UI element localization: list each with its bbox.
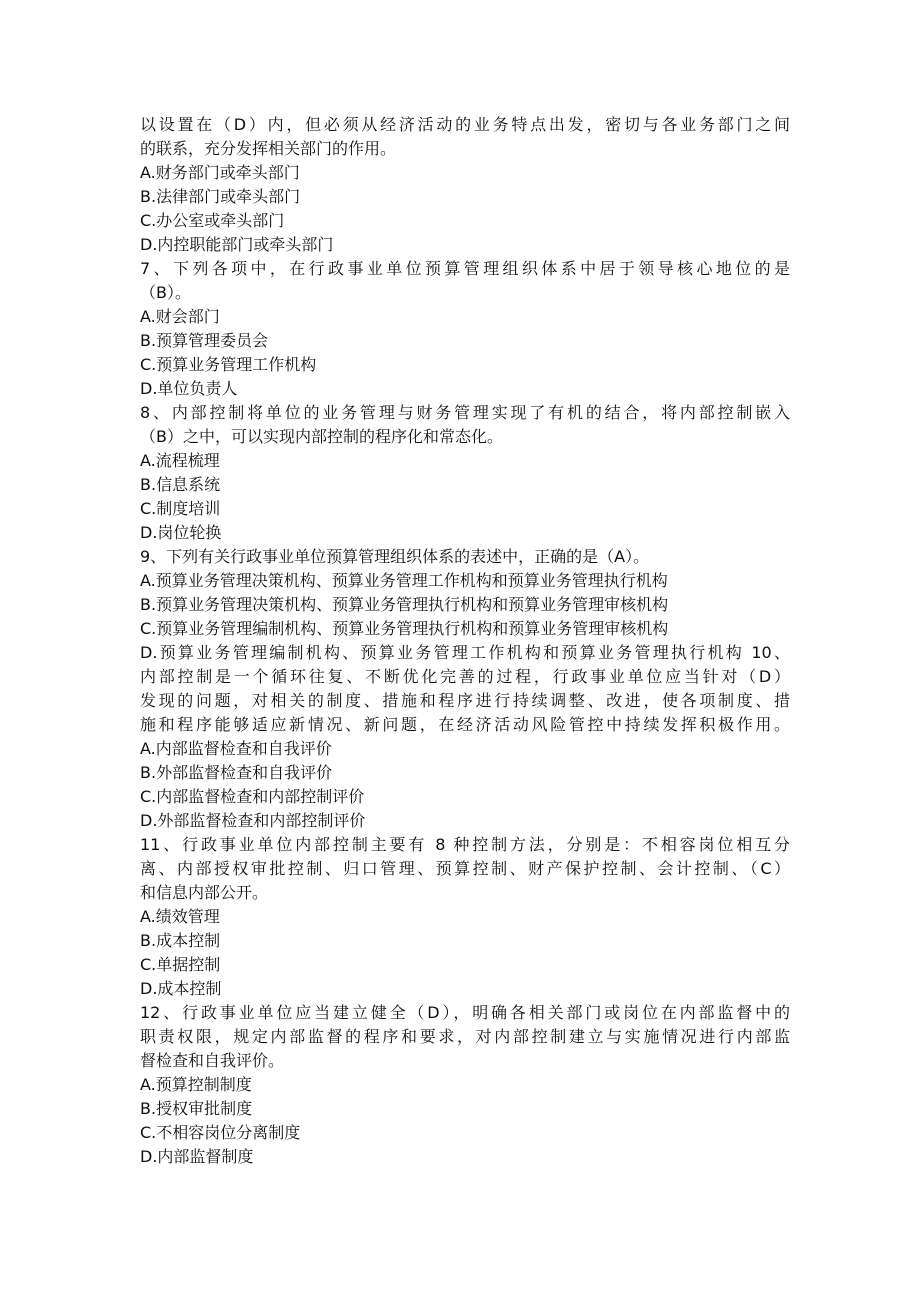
text-line: C.办公室或牵头部门 bbox=[140, 211, 285, 230]
text-line: 和信息内部公开。 bbox=[140, 883, 269, 902]
text-line: C.预算业务管理编制机构、预算业务管理执行机构和预算业务管理审核机构 bbox=[140, 619, 669, 638]
text-line: D.外部监督检查和内部控制评价 bbox=[140, 811, 366, 830]
text-line: D.预算业务管理编制机构、预算业务管理工作机构和预算业务管理执行机构 10、 bbox=[140, 643, 790, 662]
text-line: D.单位负责人 bbox=[140, 379, 238, 398]
text-line: 职责权限，规定内部监督的程序和要求，对内部控制建立与实施情况进行内部监 bbox=[140, 1027, 790, 1046]
document-body bbox=[140, 113, 790, 1169]
text-line: 12、行政事业单位应当建立健全（D），明确各相关部门或岗位在内部监督中的 bbox=[140, 1003, 790, 1022]
text-line: A.财会部门 bbox=[140, 307, 220, 326]
text-line: 8、内部控制将单位的业务管理与财务管理实现了有机的结合，将内部控制嵌入 bbox=[140, 403, 790, 422]
text-line: B.成本控制 bbox=[140, 931, 221, 950]
text-line: 施和程序能够适应新情况、新问题，在经济活动风险管控中持续发挥积极作用。 bbox=[140, 715, 790, 734]
text-line: D.内控职能部门或牵头部门 bbox=[140, 235, 334, 254]
text-line: 11、行政事业单位内部控制主要有 8 种控制方法，分别是：不相容岗位相互分 bbox=[140, 835, 790, 854]
text-line: （B）之中，可以实现内部控制的程序化和常态化。 bbox=[140, 427, 503, 446]
text-line: A.财务部门或牵头部门 bbox=[140, 163, 300, 182]
text-line: B.外部监督检查和自我评价 bbox=[140, 763, 333, 782]
text-line: 7、下列各项中，在行政事业单位预算管理组织体系中居于领导核心地位的是 bbox=[140, 259, 790, 278]
text-line: 离、内部授权审批控制、归口管理、预算控制、财产保护控制、会计控制、（C） bbox=[140, 859, 790, 878]
text-line: D.成本控制 bbox=[140, 979, 222, 998]
text-line: 9、下列有关行政事业单位预算管理组织体系的表述中，正确的是（A）。 bbox=[140, 547, 650, 566]
text-line: 内部控制是一个循环往复、不断优化完善的过程，行政事业单位应当针对（D） bbox=[140, 667, 790, 686]
text-line: B.信息系统 bbox=[140, 475, 221, 494]
text-line: C.不相容岗位分离制度 bbox=[140, 1123, 301, 1142]
text-line: 以设置在（D）内，但必须从经济活动的业务特点出发，密切与各业务部门之间 bbox=[140, 115, 790, 134]
text-line: B.预算业务管理决策机构、预算业务管理执行机构和预算业务管理审核机构 bbox=[140, 595, 669, 614]
text-line: A.预算业务管理决策机构、预算业务管理工作机构和预算业务管理执行机构 bbox=[140, 571, 668, 590]
text-line: 督检查和自我评价。 bbox=[140, 1051, 285, 1070]
text-line: C.预算业务管理工作机构 bbox=[140, 355, 317, 374]
text-line: C.单据控制 bbox=[140, 955, 221, 974]
text-line: C.内部监督检查和内部控制评价 bbox=[140, 787, 365, 806]
text-line: A.内部监督检查和自我评价 bbox=[140, 739, 332, 758]
text-line: A.流程梳理 bbox=[140, 451, 220, 470]
text-line: （B）。 bbox=[140, 283, 191, 302]
text-line: A.预算控制制度 bbox=[140, 1075, 252, 1094]
text-line: B.预算管理委员会 bbox=[140, 331, 269, 350]
text-line: A.绩效管理 bbox=[140, 907, 220, 926]
text-line: 的联系，充分发挥相关部门的作用。 bbox=[140, 139, 397, 158]
text-line: B.授权审批制度 bbox=[140, 1099, 253, 1118]
text-line: B.法律部门或牵头部门 bbox=[140, 187, 301, 206]
text-line: 发现的问题，对相关的制度、措施和程序进行持续调整、改进，使各项制度、措 bbox=[140, 691, 790, 710]
text-line: C.制度培训 bbox=[140, 499, 221, 518]
text-line: D.岗位轮换 bbox=[140, 523, 222, 542]
text-line: D.内部监督制度 bbox=[140, 1147, 254, 1166]
